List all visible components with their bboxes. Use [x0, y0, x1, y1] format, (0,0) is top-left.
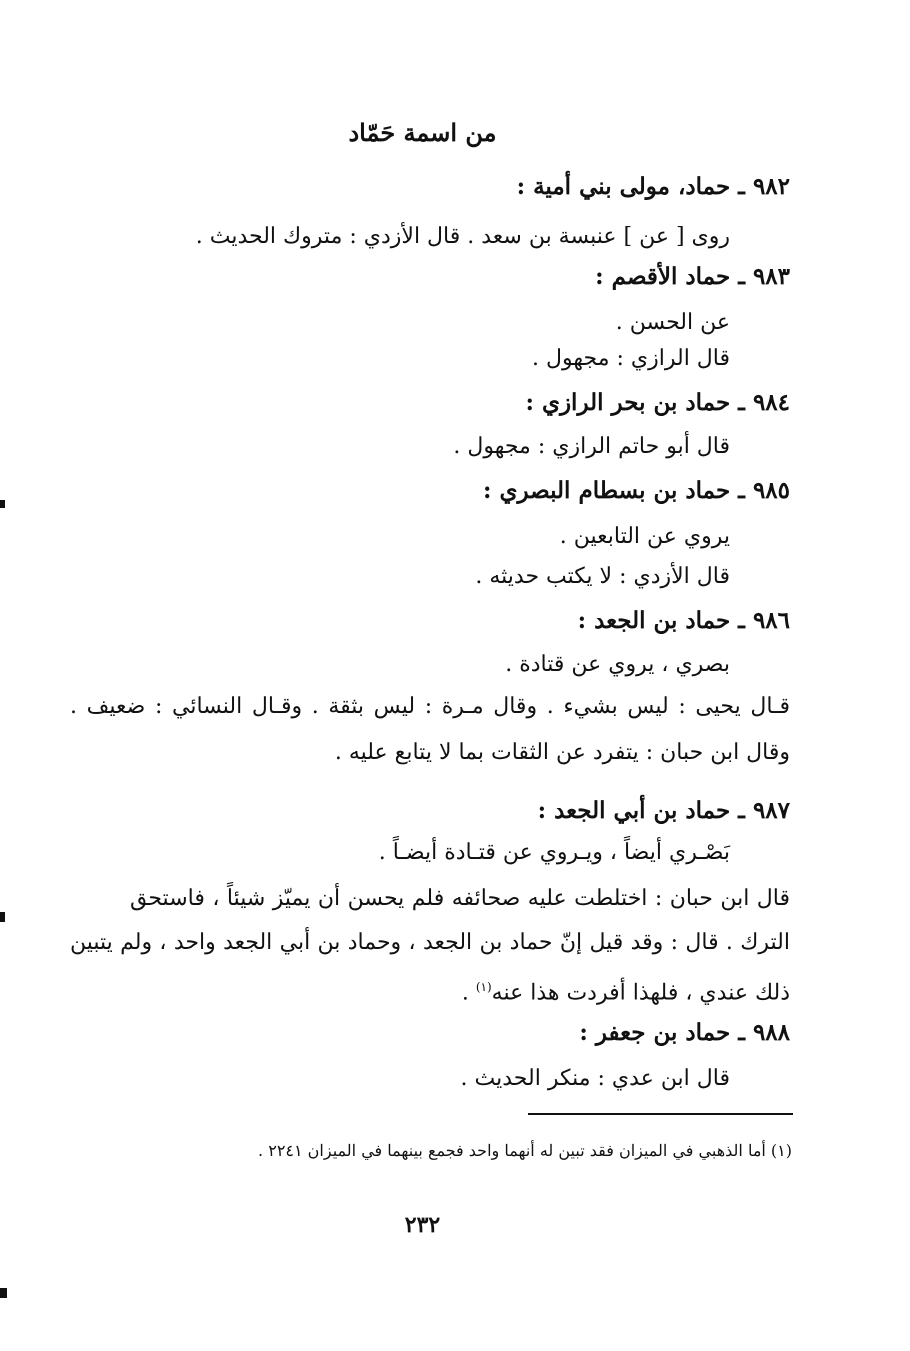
entry-988-line-1: قال ابن عدي : منكر الحديث .	[460, 1066, 730, 1091]
entry-984-line-1: قال أبو حاتم الرازي : مجهول .	[453, 434, 730, 459]
scan-speck	[0, 500, 5, 508]
entry-985-line-1: يروي عن التابعين .	[559, 524, 730, 549]
footnote: (١) أما الذهبي في الميزان فقد تبين له أنهما واحد فجمع بينهما في الميزان ٢٢٤١ .	[258, 1141, 792, 1160]
scan-speck	[0, 912, 5, 922]
page-header: من اسمة حَمّاد	[348, 118, 497, 147]
entry-983-heading: ٩٨٣ ـ حماد الأقصم :	[595, 263, 790, 290]
entry-984-heading: ٩٨٤ ـ حماد بن بحر الرازي :	[525, 389, 790, 416]
entry-985-line-2: قال الأزدي : لا يكتب حديثه .	[475, 564, 730, 589]
entry-987-line-4-end: .	[461, 980, 476, 1006]
entry-986-line-2: قـال يحيى : ليس بشيء . وقال مـرة : ليس بثقة . وقـال النسائي : ضعيف .	[70, 694, 790, 719]
footnote-divider	[528, 1113, 793, 1115]
page-number: ٢٣٢	[404, 1212, 441, 1238]
entry-983-line-1: عن الحسن .	[615, 310, 730, 335]
footnote-reference: (١)	[475, 980, 492, 994]
entry-987-line-4-text: ذلك عندي ، فلهذا أفردت هذا عنه	[491, 980, 790, 1006]
entry-982-heading: ٩٨٢ ـ حماد، مولى بني أمية :	[516, 173, 790, 200]
entry-986-heading: ٩٨٦ ـ حماد بن الجعد :	[577, 607, 790, 634]
entry-986-line-1: بصري ، يروي عن قتادة .	[505, 652, 730, 677]
entry-987-line-4	[462, 972, 790, 1008]
entry-982-line-1: روى [ عن ] عنبسة بن سعد . قال الأزدي : متروك الحديث .	[195, 224, 730, 249]
entry-983-line-2: قال الرازي : مجهول .	[532, 346, 730, 371]
entry-988-heading: ٩٨٨ ـ حماد بن جعفر :	[579, 1019, 790, 1046]
entry-987-line-2: قال ابن حبان : اختلطت عليه صحائفه فلم يحسن أن يميّز شيئاً ، فاستحق	[130, 886, 790, 911]
entry-987-heading: ٩٨٧ ـ حماد بن أبي الجعد :	[537, 797, 790, 824]
entry-987-line-3: الترك . قال : وقد قيل إنّ حماد بن الجعد ، وحماد بن أبي الجعد واحد ، ولم يتبين	[70, 930, 790, 955]
scan-speck	[0, 1288, 7, 1298]
entry-986-line-3: وقال ابن حبان : يتفرد عن الثقات بما لا يتابع عليه .	[334, 740, 790, 765]
entry-985-heading: ٩٨٥ ـ حماد بن بسطام البصري :	[482, 477, 790, 504]
entry-987-line-1: بَصْـري أيضاً ، ويـروي عن قتـادة أيضـاً .	[378, 840, 730, 865]
